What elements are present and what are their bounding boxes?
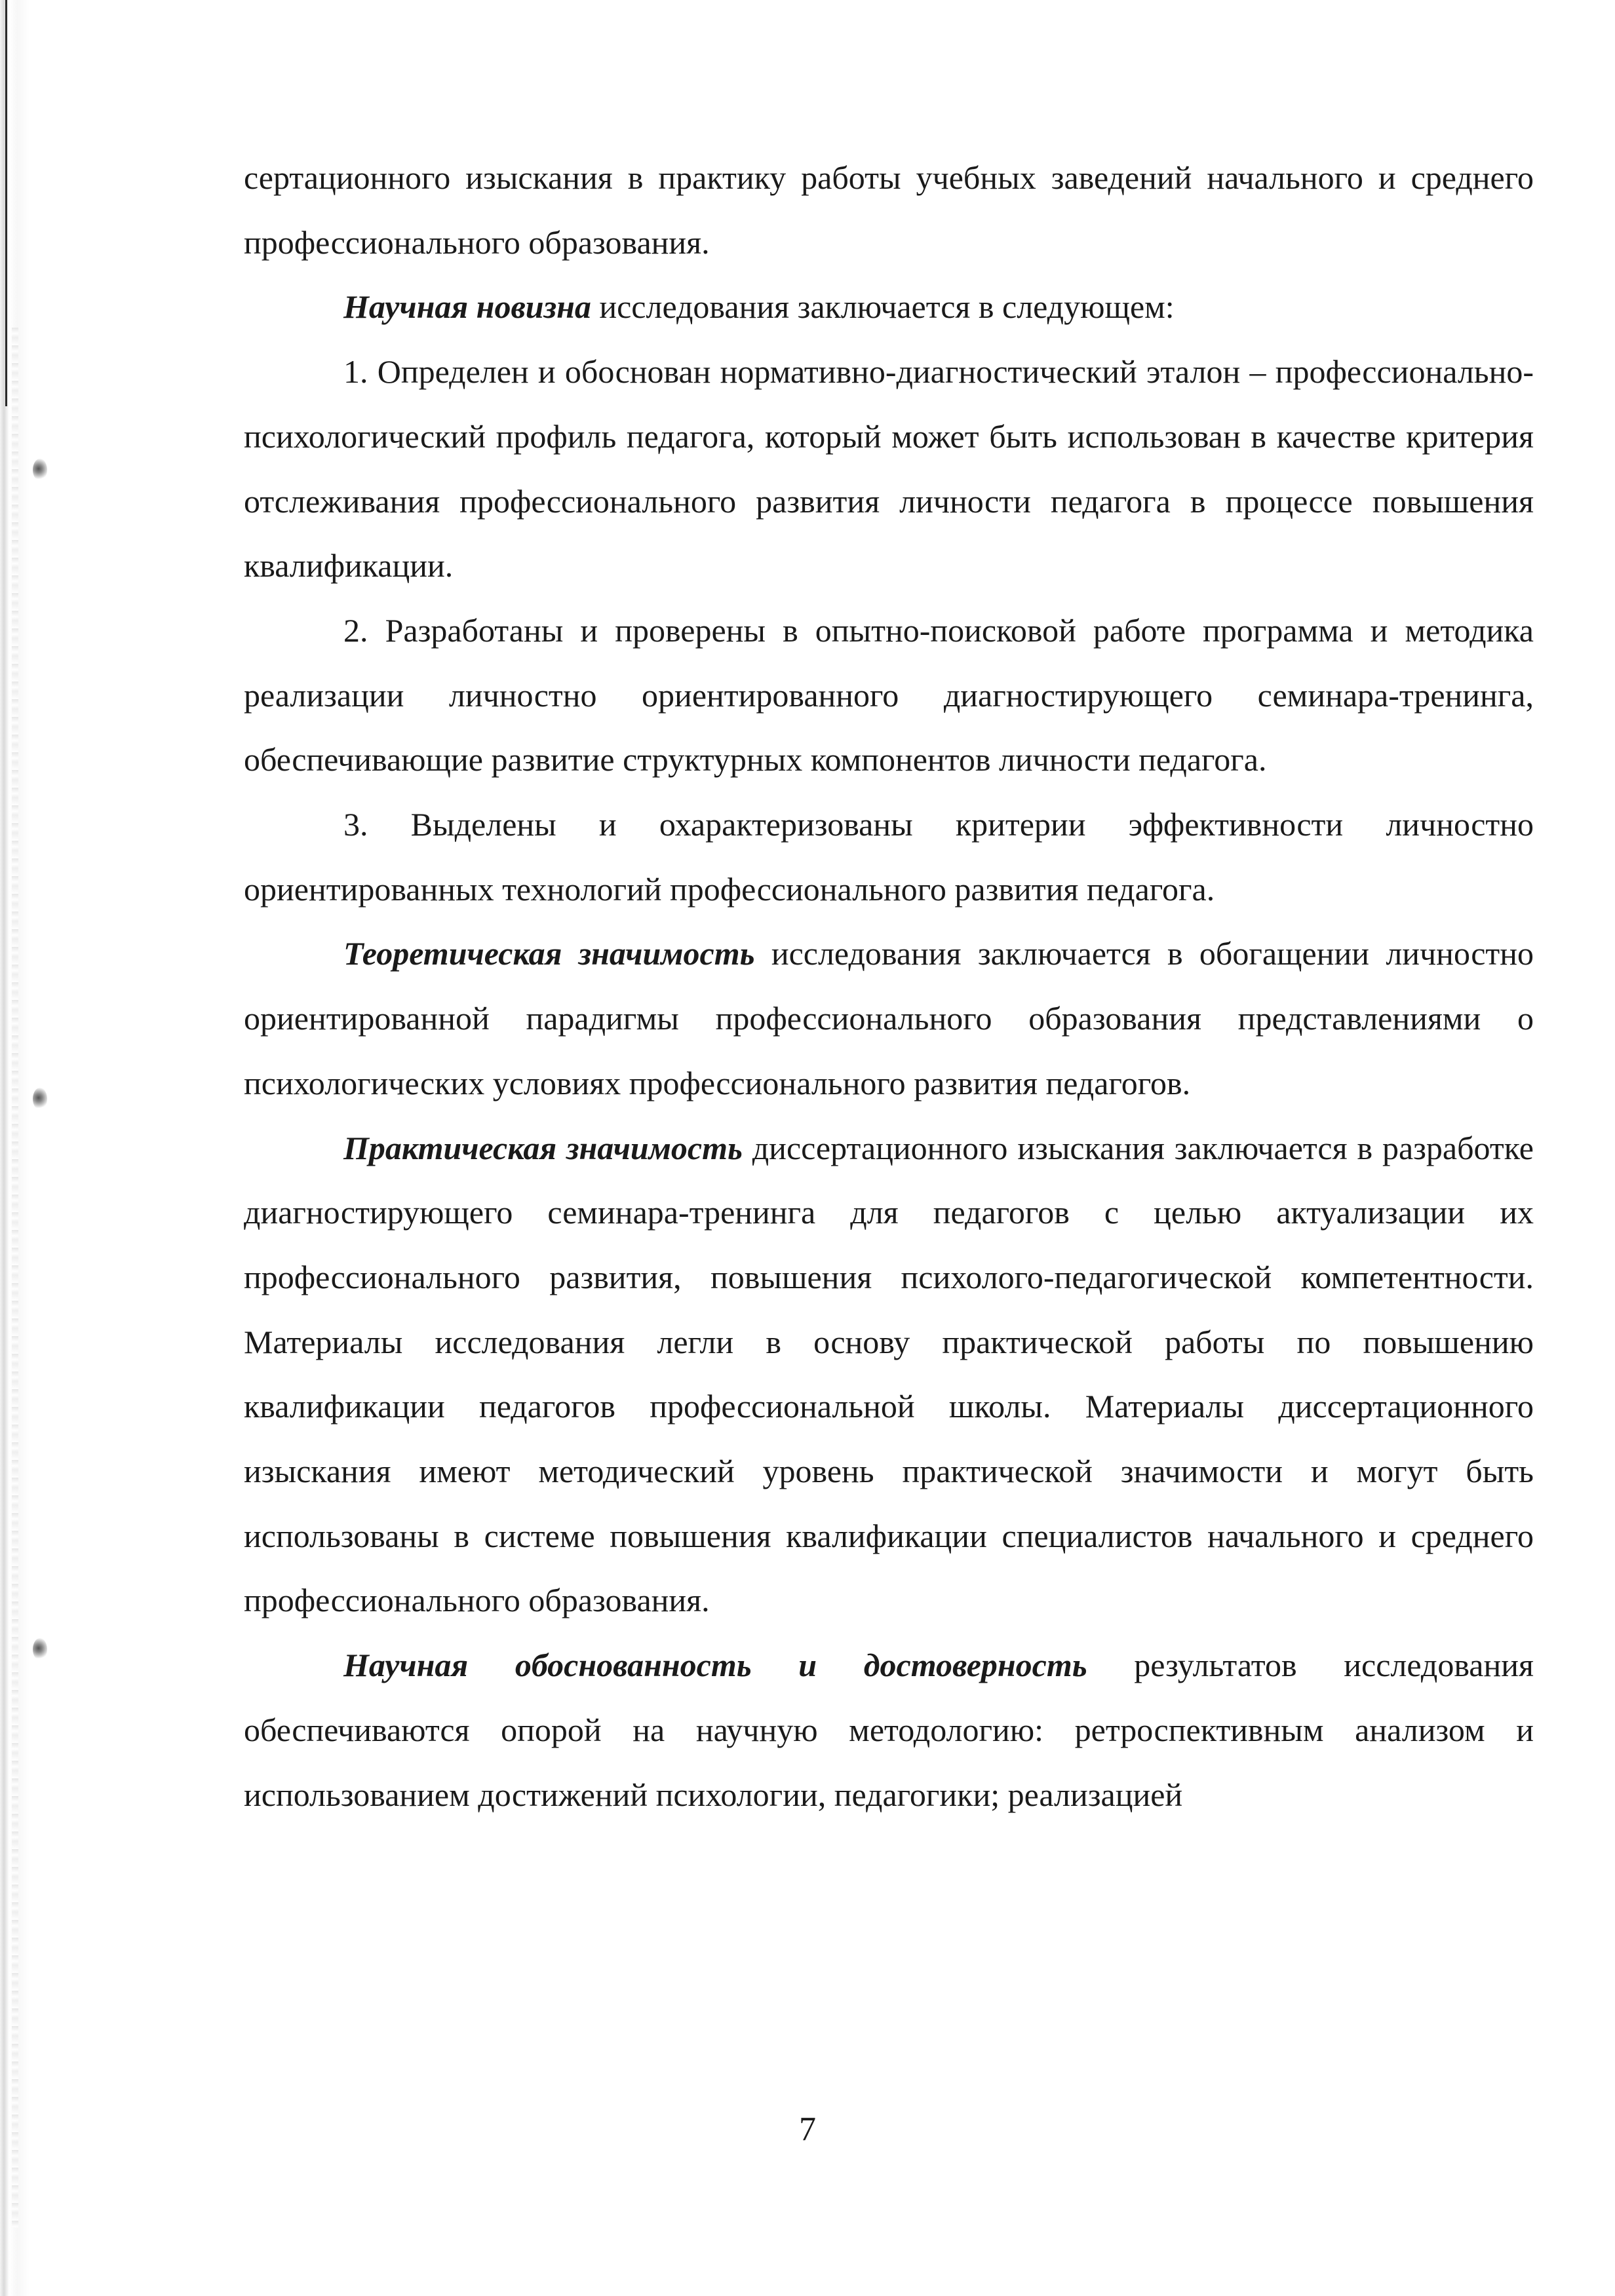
binding-hole-middle bbox=[33, 1088, 47, 1110]
paragraph-lead: Практическая значимость bbox=[343, 1129, 743, 1166]
paragraph-theoretical-significance bbox=[244, 921, 1534, 1115]
paragraph-scientific-novelty bbox=[244, 275, 1534, 339]
paragraph-lead: Научная новизна bbox=[343, 288, 591, 326]
paragraph-text: исследования заключается в обогащении личностно ориентированной парадигмы профессионального образования представлениями о психологических условиях профессионального развития педагогов. bbox=[244, 935, 1534, 1101]
paragraph-lead: Теоретическая значимость bbox=[343, 935, 755, 972]
paragraph-text: 1. Определен и обоснован нормативно-диагностический эталон – профессионально-психологический профиль педагога, который может быть использован в качестве критерия отслеживания профессионального развития личности педагога в процессе повышения квалификации. bbox=[244, 353, 1534, 584]
paragraph-text: исследования заключается в следующем: bbox=[591, 288, 1175, 326]
list-item-3 bbox=[244, 792, 1534, 921]
paragraph-text: сертационного изыскания в практику работы учебных заведений начального и среднего профессионального образования. bbox=[244, 159, 1534, 261]
list-item-2 bbox=[244, 598, 1534, 792]
paragraph-text: 2. Разработаны и проверены в опытно-поисковой работе программа и методика реализации личностно ориентированного диагностирующего семинара-тренинга, обеспечивающие развитие структурных компонентов личности педагога. bbox=[244, 611, 1534, 778]
paragraph-text: 3. Выделены и охарактеризованы критерии эффективности личностно ориентированных технологий профессионального развития педагога. bbox=[244, 806, 1534, 908]
page-body bbox=[244, 145, 1534, 1827]
list-item-1 bbox=[244, 339, 1534, 598]
paragraph-validity bbox=[244, 1633, 1534, 1827]
binding-hole-bottom bbox=[33, 1638, 47, 1660]
scan-edge-artifact bbox=[0, 0, 30, 2296]
paragraph-continuation bbox=[244, 145, 1534, 275]
paragraph-lead: Научная обоснованность и достоверность bbox=[343, 1647, 1087, 1684]
paragraph-text: диссертационного изыскания заключается в разработке диагностирующего семинара-тренинга для педагогов с целью актуализации их профессионального развития, повышения психолого-педагогической компетентности. Материалы исследования легли в основу практической работы по повышению квалификации педагогов профессиональной школы. Материалы диссертационного изыскания имеют методический уровень практической значимости и могут быть использованы в системе повышения квалификации специалистов начального и среднего профессионального образования. bbox=[244, 1129, 1534, 1619]
paragraph-practical-significance bbox=[244, 1116, 1534, 1634]
binding-hole-top bbox=[33, 459, 47, 481]
page-number: 7 bbox=[799, 2111, 816, 2148]
paragraph-text: результатов исследования обеспечиваются опорой на научную методологию: ретроспективным анализом и использованием достижений психологии, педагогики; реализацией bbox=[244, 1647, 1534, 1813]
